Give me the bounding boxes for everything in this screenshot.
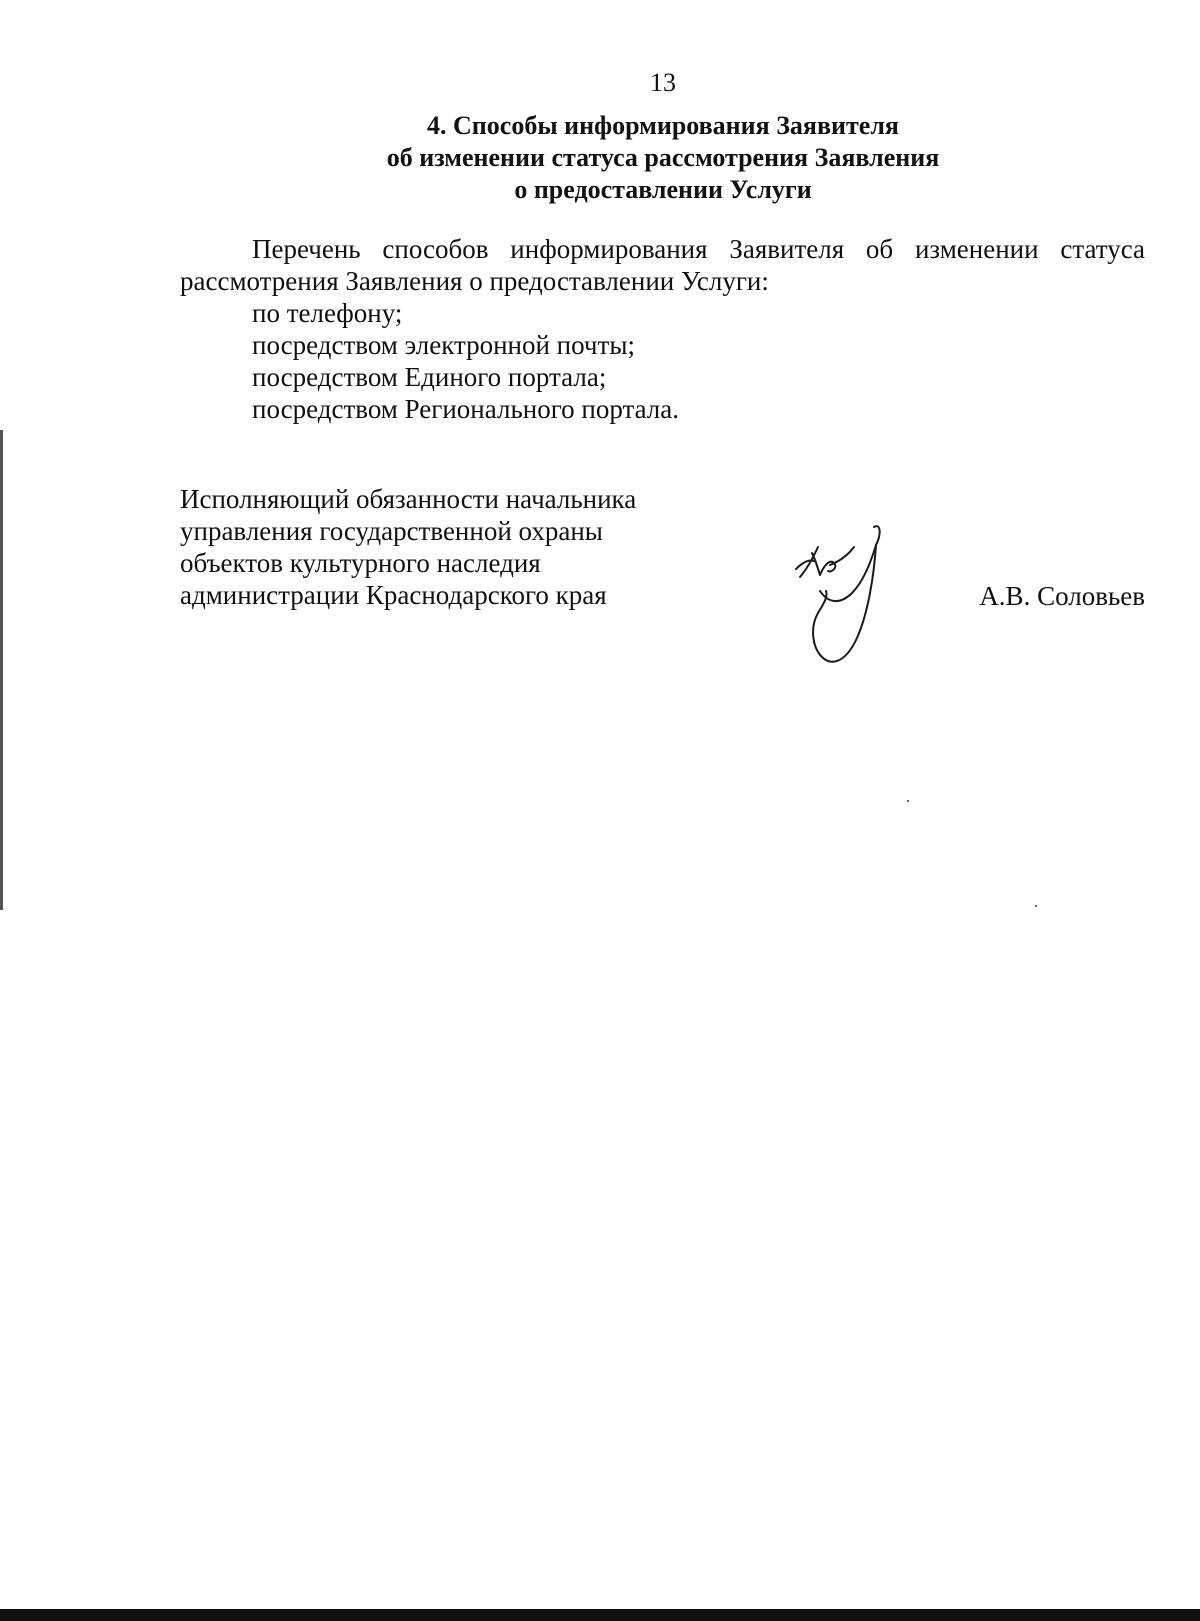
informing-methods-list — [252, 297, 679, 425]
section-title-line: 4. Способы информирования Заявителя — [427, 111, 899, 140]
signer-name: А.В. Соловьев — [979, 581, 1145, 611]
scan-speck — [907, 800, 909, 802]
section-title-line: о предоставлении Услуги — [514, 175, 812, 204]
signer-position-line: объектов культурного наследия — [180, 548, 541, 578]
list-item: по телефону; — [252, 298, 403, 328]
handwritten-signature — [790, 525, 910, 685]
intro-paragraph: Перечень способов информирования Заявителя об изменении статуса рассмотрения Заявления о предоставлении Услуги: — [180, 234, 1145, 296]
signer-position-line: администрации Краснодарского края — [180, 580, 607, 610]
list-item: посредством электронной почты; — [252, 330, 635, 360]
list-item: посредством Регионального портала. — [252, 394, 680, 424]
section-title-line: об изменении статуса рассмотрения Заявления — [386, 143, 940, 172]
scan-edge-mark — [0, 430, 3, 910]
signer-position-line: управления государственной охраны — [180, 516, 603, 546]
signer-position — [180, 483, 636, 611]
scan-bottom-edge — [0, 1609, 1200, 1621]
page-number: 13 — [650, 68, 676, 97]
list-item: посредством Единого портала; — [252, 362, 607, 392]
section-title — [300, 110, 1026, 206]
signer-position-line: Исполняющий обязанности начальника — [180, 484, 637, 514]
scan-speck — [1035, 905, 1037, 907]
